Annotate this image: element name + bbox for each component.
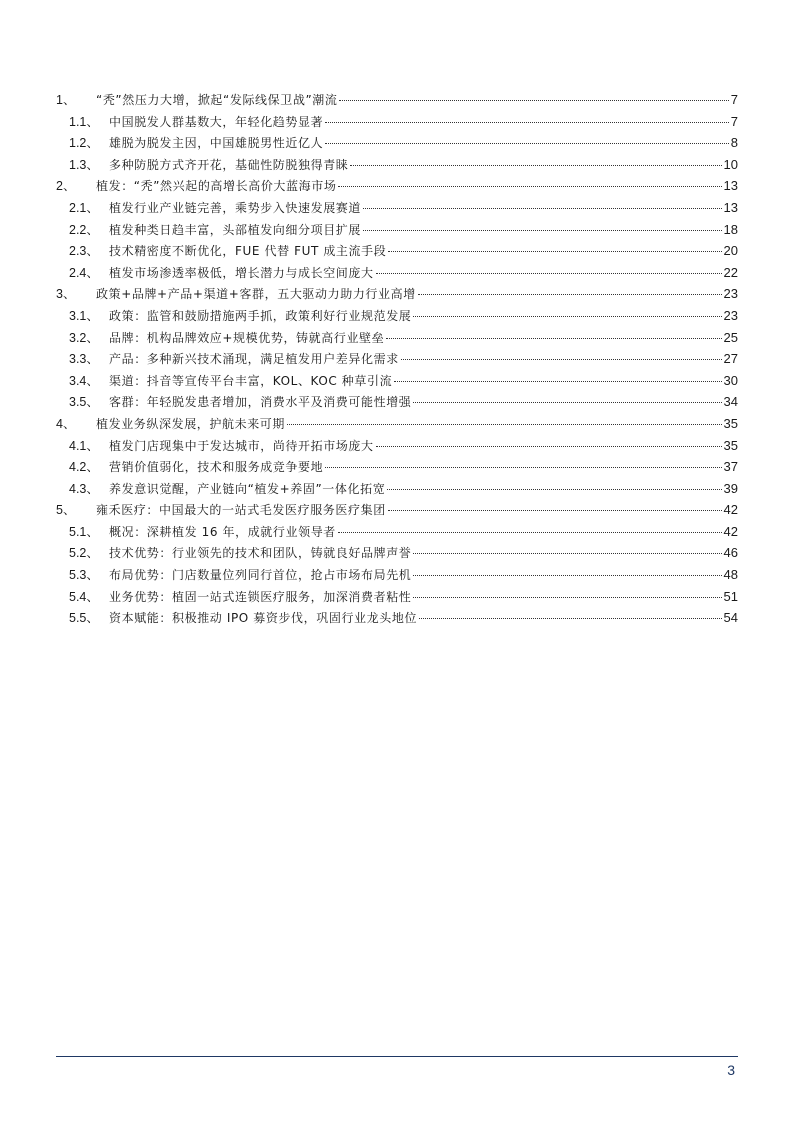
toc-entry[interactable] [56,435,738,457]
toc-number: 4.2、 [69,460,99,475]
toc-title: 植发门店现集中于发达城市，尚待开拓市场庞大 [109,438,374,453]
toc-page: 22 [723,264,738,280]
toc-title: 产品：多种新兴技术涌现，满足植发用户差异化需求 [109,352,399,367]
toc-title: 营销价值弱化，技术和服务成竞争要地 [109,460,324,475]
toc-number: 4、 [56,416,76,431]
toc-leader [413,597,721,598]
toc-leader [401,359,722,360]
table-of-contents [56,89,738,629]
toc-number: 3、 [56,287,76,302]
toc-number: 1.2、 [69,136,99,151]
toc-page: 42 [723,523,738,539]
toc-page: 34 [723,394,738,410]
footer-divider [56,1056,738,1057]
toc-page: 39 [723,480,738,496]
toc-page: 35 [723,415,738,431]
toc-entry[interactable] [56,154,738,176]
toc-title: 植发种类日趋丰富，头部植发向细分项目扩展 [109,222,362,237]
toc-page: 35 [723,437,738,453]
toc-page: 18 [723,221,738,237]
toc-leader [413,316,721,317]
toc-title: 品牌：机构品牌效应+规模优势，铸就高行业壁垒 [109,330,385,345]
toc-number: 3.4、 [69,373,99,388]
toc-entry[interactable] [56,586,738,608]
toc-leader [387,489,721,490]
toc-page: 10 [723,156,738,172]
toc-entry[interactable] [56,391,738,413]
toc-leader [363,230,722,231]
toc-page: 37 [723,459,738,475]
toc-title: 渠道：抖音等宣传平台丰富，KOL、KOC 种草引流 [109,373,393,388]
toc-number: 4.3、 [69,481,99,496]
toc-title: 政策+品牌+产品+渠道+客群，五大驱动力助力行业高增 [96,287,416,302]
toc-page: 23 [723,307,738,323]
toc-page: 7 [730,113,738,129]
toc-number: 2.4、 [69,265,99,280]
toc-leader [287,424,722,425]
toc-entry[interactable] [56,111,738,133]
toc-title: 植发业务纵深发展，护航未来可期 [96,416,286,431]
toc-title: “秃”然压力大增，掀起“发际线保卫战”潮流 [96,93,338,107]
toc-entry[interactable] [56,607,738,629]
toc-entry[interactable] [56,564,738,586]
toc-title: 多种防脱方式齐开花，基础性防脱独得青睐 [109,157,349,172]
toc-page: 8 [730,135,738,151]
toc-number: 5.5、 [69,611,99,626]
toc-entry[interactable] [56,89,738,111]
footer-page-number: 3 [727,1062,735,1078]
toc-page: 54 [723,610,738,626]
toc-number: 2.2、 [69,222,99,237]
toc-leader [386,338,721,339]
toc-title: 植发市场渗透率极低，增长潜力与成长空间庞大 [109,265,374,280]
toc-title: 雄脱为脱发主因，中国雄脱男性近亿人 [109,136,324,151]
toc-entry[interactable] [56,283,738,305]
toc-leader [339,100,728,101]
toc-entry[interactable] [56,219,738,241]
toc-page: 51 [723,588,738,604]
toc-title: 技术精密度不断优化，FUE 代替 FUT 成主流手段 [109,244,387,259]
toc-title: 政策：监管和鼓励措施两手抓，政策利好行业规范发展 [109,308,412,323]
toc-number: 2、 [56,179,76,194]
toc-number: 5.1、 [69,524,99,539]
toc-page: 13 [723,178,738,194]
toc-title: 客群：年轻脱发患者增加，消费水平及消费可能性增强 [109,395,412,410]
toc-page: 13 [723,199,738,215]
toc-number: 5、 [56,503,76,518]
toc-leader [376,446,722,447]
toc-leader [325,467,721,468]
toc-entry[interactable] [56,456,738,478]
toc-number: 3.5、 [69,395,99,410]
toc-page: 7 [730,92,738,107]
toc-title: 业务优势：植固一站式连锁医疗服务，加深消费者粘性 [109,589,412,604]
toc-page: 42 [723,502,738,518]
toc-entry[interactable] [56,132,738,154]
toc-leader [388,510,722,511]
toc-number: 5.2、 [69,546,99,561]
toc-entry[interactable] [56,521,738,543]
toc-entry[interactable] [56,478,738,500]
toc-number: 3.3、 [69,352,99,367]
toc-number: 5.3、 [69,568,99,583]
toc-entry[interactable] [56,370,738,392]
toc-number: 1、 [56,93,76,107]
toc-page: 20 [723,243,738,259]
toc-number: 2.3、 [69,244,99,259]
toc-number: 3.2、 [69,330,99,345]
toc-title: 雍禾医疗：中国最大的一站式毛发医疗服务医疗集团 [96,503,386,518]
toc-title: 布局优势：门店数量位列同行首位，抢占市场布局先机 [109,568,412,583]
toc-entry[interactable] [56,197,738,219]
toc-entry[interactable] [56,542,738,564]
toc-leader [388,251,721,252]
toc-title: 中国脱发人群基数大，年轻化趋势显著 [109,114,324,129]
toc-leader [376,273,722,274]
toc-page: 25 [723,329,738,345]
toc-title: 植发：“秃”然兴起的高增长高价大蓝海市场 [96,179,337,194]
toc-page: 30 [723,372,738,388]
toc-leader [363,208,722,209]
toc-entry[interactable] [56,262,738,284]
toc-number: 3.1、 [69,308,99,323]
toc-entry[interactable] [56,499,738,521]
toc-title: 技术优势：行业领先的技术和团队，铸就良好品牌声誉 [109,546,412,561]
toc-leader [419,618,721,619]
toc-entry[interactable] [56,175,738,197]
toc-leader [325,143,729,144]
toc-leader [394,381,721,382]
toc-page: 46 [723,545,738,561]
toc-entry[interactable] [56,327,738,349]
toc-number: 1.3、 [69,157,99,172]
toc-number: 5.4、 [69,589,99,604]
toc-leader [413,553,721,554]
toc-page: 23 [723,286,738,302]
toc-entry[interactable] [56,413,738,435]
toc-title: 概况：深耕植发 16 年，成就行业领导者 [109,524,336,539]
toc-page: 27 [723,351,738,367]
toc-title: 养发意识觉醒，产业链向“植发+养固”一体化拓宽 [109,481,386,496]
toc-leader [325,122,729,123]
toc-entry[interactable] [56,348,738,370]
toc-leader [418,294,722,295]
toc-page: 48 [723,567,738,583]
toc-leader [413,402,721,403]
toc-leader [338,532,722,533]
toc-leader [338,186,721,187]
toc-title: 植发行业产业链完善，乘势步入快速发展赛道 [109,200,362,215]
toc-entry[interactable] [56,240,738,262]
toc-title: 资本赋能：积极推动 IPO 募资步伐，巩固行业龙头地位 [109,611,418,626]
toc-number: 2.1、 [69,200,99,215]
toc-leader [413,575,721,576]
toc-number: 1.1、 [69,114,99,129]
toc-leader [350,165,721,166]
toc-number: 4.1、 [69,438,99,453]
toc-entry[interactable] [56,305,738,327]
